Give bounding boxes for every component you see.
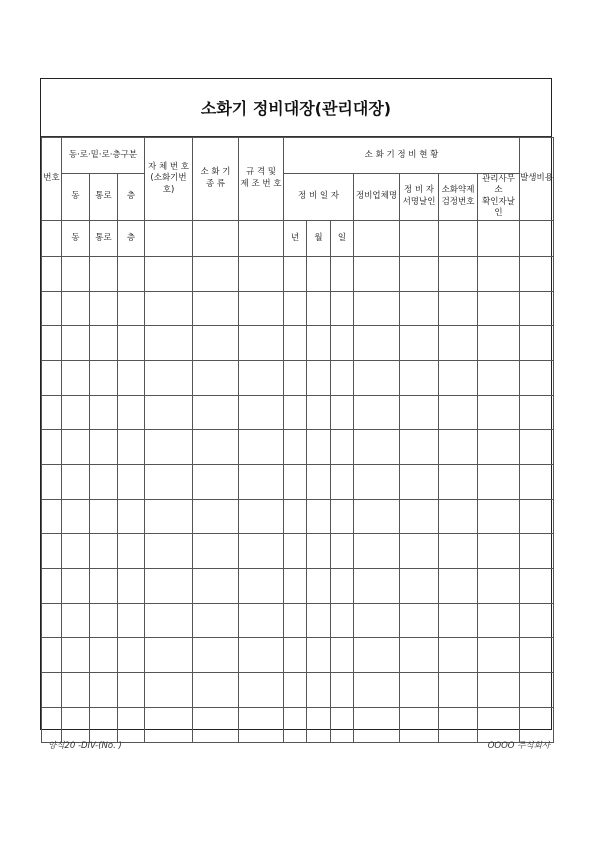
table-cell[interactable] (478, 534, 520, 569)
table-cell[interactable] (354, 499, 400, 534)
header-maintainer (400, 174, 439, 221)
table-cell[interactable] (239, 326, 284, 361)
header-self-number-line2: (소화기번호) (150, 173, 187, 195)
table-cell[interactable] (145, 569, 193, 604)
table-cell[interactable] (62, 326, 90, 361)
header-location-group: 동·로·밑·로·층구분 (62, 138, 145, 174)
table-cell[interactable] (284, 326, 307, 361)
table-cell[interactable] (42, 673, 62, 708)
table-cell[interactable] (193, 707, 239, 742)
table-cell[interactable] (307, 673, 331, 708)
table-cell[interactable] (400, 326, 439, 361)
table-cell[interactable] (118, 534, 145, 569)
table-cell[interactable] (193, 291, 239, 326)
table-cell[interactable] (307, 291, 331, 326)
header-self-number-line1: 자 체 번 호 (148, 161, 189, 172)
header-maint-date: 정 비 일 자 (284, 174, 354, 221)
table-cell[interactable] (354, 326, 400, 361)
table-cell[interactable] (520, 326, 554, 361)
table-cell[interactable] (400, 430, 439, 465)
table-cell[interactable] (145, 430, 193, 465)
table-cell[interactable] (42, 499, 62, 534)
table-cell[interactable] (90, 673, 118, 708)
table-cell[interactable] (145, 360, 193, 395)
table-cell[interactable] (118, 291, 145, 326)
header-maint-company: 정비업체명 (354, 174, 400, 221)
table-cell[interactable] (307, 638, 331, 673)
table-cell[interactable] (193, 430, 239, 465)
table-cell[interactable] (478, 326, 520, 361)
table-cell[interactable] (331, 569, 354, 604)
table-cell[interactable] (90, 499, 118, 534)
subrow-dong: 동 (62, 220, 90, 256)
table-cell[interactable] (90, 603, 118, 638)
table-cell[interactable] (331, 603, 354, 638)
table-cell[interactable] (354, 430, 400, 465)
table-row (42, 534, 554, 569)
subrow-road: 통로 (90, 220, 118, 256)
subrow-cell[interactable] (478, 220, 520, 256)
header-type (193, 138, 239, 221)
table-cell[interactable] (62, 360, 90, 395)
table-cell[interactable] (331, 465, 354, 500)
header-office-line1: 관리사무소 (482, 174, 515, 196)
table-cell[interactable] (62, 395, 90, 430)
table-row (42, 256, 554, 291)
table-cell[interactable] (331, 499, 354, 534)
table-cell[interactable] (284, 291, 307, 326)
table-cell[interactable] (239, 569, 284, 604)
table-cell[interactable] (439, 256, 478, 291)
table-cell[interactable] (118, 673, 145, 708)
table-cell[interactable] (520, 707, 554, 742)
subrow-cell[interactable] (239, 220, 284, 256)
table-cell[interactable] (520, 638, 554, 673)
table-cell[interactable] (284, 430, 307, 465)
table-cell[interactable] (284, 395, 307, 430)
table-cell[interactable] (193, 638, 239, 673)
subrow-floor: 층 (118, 220, 145, 256)
subrow-cell[interactable] (193, 220, 239, 256)
header-spec (239, 138, 284, 221)
table-cell[interactable] (520, 569, 554, 604)
header-road: 통로 (90, 174, 118, 221)
data-rows (42, 256, 554, 742)
table-cell[interactable] (62, 569, 90, 604)
table-cell[interactable] (62, 534, 90, 569)
table-cell[interactable] (62, 499, 90, 534)
header-maintainer-line2: 서명날인 (402, 196, 436, 207)
table-cell[interactable] (354, 638, 400, 673)
table-cell[interactable] (118, 326, 145, 361)
table-cell[interactable] (284, 256, 307, 291)
ledger-form (40, 78, 552, 730)
table-cell[interactable] (439, 360, 478, 395)
table-cell[interactable] (62, 291, 90, 326)
table-cell[interactable] (62, 707, 90, 742)
table-cell[interactable] (145, 534, 193, 569)
table-cell[interactable] (439, 395, 478, 430)
ledger-table (41, 137, 554, 743)
table-cell[interactable] (284, 499, 307, 534)
table-cell[interactable] (331, 638, 354, 673)
table-cell[interactable] (42, 256, 62, 291)
table-cell[interactable] (478, 499, 520, 534)
subrow-day: 일 (331, 220, 354, 256)
table-cell[interactable] (193, 569, 239, 604)
table-cell[interactable] (193, 534, 239, 569)
table-cell[interactable] (307, 465, 331, 500)
subrow-cell[interactable] (400, 220, 439, 256)
subrow-cell[interactable] (439, 220, 478, 256)
table-cell[interactable] (284, 638, 307, 673)
header-type-line1: 소 화 기 (200, 167, 231, 178)
table-row (42, 360, 554, 395)
table-cell[interactable] (400, 534, 439, 569)
table-cell[interactable] (42, 534, 62, 569)
table-cell[interactable] (307, 499, 331, 534)
table-cell[interactable] (307, 430, 331, 465)
table-cell[interactable] (400, 569, 439, 604)
table-cell[interactable] (118, 395, 145, 430)
table-cell[interactable] (354, 673, 400, 708)
table-cell[interactable] (118, 465, 145, 500)
table-cell[interactable] (284, 465, 307, 500)
table-cell[interactable] (520, 603, 554, 638)
table-cell[interactable] (62, 256, 90, 291)
table-row (42, 499, 554, 534)
table-cell[interactable] (42, 360, 62, 395)
table-cell[interactable] (118, 569, 145, 604)
header-office (478, 174, 520, 221)
table-cell[interactable] (90, 707, 118, 742)
table-cell[interactable] (331, 256, 354, 291)
subrow-month: 월 (307, 220, 331, 256)
table-cell[interactable] (331, 360, 354, 395)
header-issue: 발생비용 (520, 138, 554, 221)
table-cell[interactable] (239, 499, 284, 534)
table-cell[interactable] (239, 256, 284, 291)
table-cell[interactable] (118, 603, 145, 638)
table-cell[interactable] (307, 569, 331, 604)
company-name: OOOO 주식회사 (487, 741, 550, 751)
table-cell[interactable] (331, 326, 354, 361)
table-cell[interactable] (145, 499, 193, 534)
table-row (42, 465, 554, 500)
table-cell[interactable] (90, 256, 118, 291)
table-row (42, 569, 554, 604)
table-cell[interactable] (400, 465, 439, 500)
table-cell[interactable] (307, 534, 331, 569)
table-cell[interactable] (307, 603, 331, 638)
table-cell[interactable] (62, 430, 90, 465)
table-cell[interactable] (478, 430, 520, 465)
table-cell[interactable] (400, 603, 439, 638)
table-cell[interactable] (90, 534, 118, 569)
table-cell[interactable] (331, 395, 354, 430)
table-cell[interactable] (118, 638, 145, 673)
table-cell[interactable] (193, 673, 239, 708)
header-number: 번호 (42, 138, 62, 221)
table-cell[interactable] (354, 603, 400, 638)
header-agent-line1: 소화약제 (441, 185, 475, 196)
table-cell[interactable] (42, 465, 62, 500)
header-office-line2: 확인자날인 (482, 196, 515, 219)
table-cell[interactable] (400, 673, 439, 708)
header-agent-line2: 검정번호 (441, 196, 475, 207)
table-cell[interactable] (42, 430, 62, 465)
table-cell[interactable] (520, 499, 554, 534)
table-cell[interactable] (42, 395, 62, 430)
table-cell[interactable] (520, 256, 554, 291)
table-cell[interactable] (331, 430, 354, 465)
header-spec-line2: 제 조 번 호 (240, 178, 282, 189)
table-cell[interactable] (478, 291, 520, 326)
table-cell[interactable] (239, 430, 284, 465)
table-cell[interactable] (307, 395, 331, 430)
table-cell[interactable] (118, 256, 145, 291)
table-row (42, 430, 554, 465)
table-cell[interactable] (439, 673, 478, 708)
table-cell[interactable] (400, 360, 439, 395)
table-cell[interactable] (520, 395, 554, 430)
table-cell[interactable] (118, 707, 145, 742)
header-dong: 동 (62, 174, 90, 221)
table-cell[interactable] (478, 465, 520, 500)
table-cell[interactable] (354, 569, 400, 604)
table-cell[interactable] (439, 499, 478, 534)
table-cell[interactable] (90, 465, 118, 500)
table-cell[interactable] (400, 638, 439, 673)
table-cell[interactable] (439, 569, 478, 604)
table-cell[interactable] (193, 603, 239, 638)
table-cell[interactable] (439, 465, 478, 500)
table-cell[interactable] (307, 326, 331, 361)
table-cell[interactable] (331, 534, 354, 569)
subrow-cell[interactable] (520, 220, 554, 256)
table-cell[interactable] (239, 707, 284, 742)
page-title: 소화기 정비대장(관리대장) (41, 79, 551, 137)
table-cell[interactable] (307, 360, 331, 395)
table-cell[interactable] (354, 707, 400, 742)
table-row (42, 395, 554, 430)
table-cell[interactable] (42, 603, 62, 638)
table-cell[interactable] (354, 256, 400, 291)
table-cell[interactable] (478, 395, 520, 430)
table-cell[interactable] (354, 360, 400, 395)
table-cell[interactable] (400, 395, 439, 430)
table-cell[interactable] (520, 430, 554, 465)
table-cell[interactable] (400, 291, 439, 326)
table-cell[interactable] (239, 534, 284, 569)
form-number: 양식20 -DIV-(No. ) (48, 741, 122, 751)
table-cell[interactable] (90, 326, 118, 361)
table-cell[interactable] (193, 360, 239, 395)
table-cell[interactable] (239, 673, 284, 708)
table-cell[interactable] (439, 603, 478, 638)
table-cell[interactable] (331, 291, 354, 326)
table-cell[interactable] (239, 603, 284, 638)
table-cell[interactable] (478, 603, 520, 638)
table-cell[interactable] (42, 707, 62, 742)
table-cell[interactable] (62, 673, 90, 708)
header-maintainer-line1: 정 비 자 (403, 185, 435, 196)
table-cell[interactable] (439, 291, 478, 326)
table-row (42, 707, 554, 742)
table-cell[interactable] (239, 395, 284, 430)
table-cell[interactable] (439, 638, 478, 673)
subrow-cell[interactable] (354, 220, 400, 256)
table-cell[interactable] (145, 326, 193, 361)
table-row (42, 638, 554, 673)
table-cell[interactable] (520, 534, 554, 569)
table-cell[interactable] (62, 465, 90, 500)
table-cell[interactable] (42, 569, 62, 604)
table-cell[interactable] (90, 291, 118, 326)
table-cell[interactable] (145, 395, 193, 430)
subrow-blank[interactable] (42, 220, 62, 256)
table-cell[interactable] (331, 707, 354, 742)
header-type-line2: 종 류 (205, 178, 226, 189)
table-cell[interactable] (193, 465, 239, 500)
table-cell[interactable] (354, 534, 400, 569)
table-cell[interactable] (520, 291, 554, 326)
header-status-group: 소 화 기 정 비 현 황 (284, 138, 520, 174)
table-cell[interactable] (118, 430, 145, 465)
table-cell[interactable] (284, 673, 307, 708)
table-cell[interactable] (439, 326, 478, 361)
table-cell[interactable] (90, 638, 118, 673)
table-cell[interactable] (478, 360, 520, 395)
table-cell[interactable] (331, 673, 354, 708)
table-cell[interactable] (90, 569, 118, 604)
table-row (42, 673, 554, 708)
table-cell[interactable] (62, 603, 90, 638)
table-cell[interactable] (307, 256, 331, 291)
table-cell[interactable] (145, 603, 193, 638)
table-cell[interactable] (145, 465, 193, 500)
header-spec-line1: 규 격 및 (245, 167, 277, 178)
table-cell[interactable] (284, 707, 307, 742)
table-row (42, 291, 554, 326)
table-cell[interactable] (239, 360, 284, 395)
table-cell[interactable] (439, 534, 478, 569)
table-cell[interactable] (193, 499, 239, 534)
subrow-year: 년 (284, 220, 307, 256)
header-floor: 층 (118, 174, 145, 221)
table-cell[interactable] (118, 499, 145, 534)
table-cell[interactable] (145, 638, 193, 673)
table-cell[interactable] (145, 673, 193, 708)
table-cell[interactable] (354, 291, 400, 326)
table-row (42, 326, 554, 361)
table-cell[interactable] (520, 673, 554, 708)
table-cell[interactable] (478, 707, 520, 742)
table-cell[interactable] (42, 326, 62, 361)
table-cell[interactable] (145, 256, 193, 291)
table-cell[interactable] (478, 638, 520, 673)
table-cell[interactable] (145, 291, 193, 326)
table-cell[interactable] (284, 534, 307, 569)
header-self-number (145, 138, 193, 221)
table-cell[interactable] (239, 638, 284, 673)
header-agent (439, 174, 478, 221)
table-cell[interactable] (62, 638, 90, 673)
table-cell[interactable] (42, 291, 62, 326)
table-cell[interactable] (354, 465, 400, 500)
table-cell[interactable] (118, 360, 145, 395)
table-cell[interactable] (354, 395, 400, 430)
table-cell[interactable] (439, 707, 478, 742)
table-cell[interactable] (520, 360, 554, 395)
table-cell[interactable] (193, 256, 239, 291)
table-cell[interactable] (145, 707, 193, 742)
table-cell[interactable] (400, 499, 439, 534)
table-cell[interactable] (478, 569, 520, 604)
table-cell[interactable] (478, 673, 520, 708)
table-cell[interactable] (400, 256, 439, 291)
table-cell[interactable] (478, 256, 520, 291)
table-row (42, 603, 554, 638)
table-cell[interactable] (42, 638, 62, 673)
table-cell[interactable] (90, 430, 118, 465)
table-cell[interactable] (284, 569, 307, 604)
subrow-cell[interactable] (145, 220, 193, 256)
table-cell[interactable] (193, 395, 239, 430)
table-cell[interactable] (400, 707, 439, 742)
table-cell[interactable] (520, 465, 554, 500)
table-cell[interactable] (90, 360, 118, 395)
table-cell[interactable] (193, 326, 239, 361)
table-cell[interactable] (239, 465, 284, 500)
table-cell[interactable] (90, 395, 118, 430)
table-cell[interactable] (284, 603, 307, 638)
table-cell[interactable] (239, 291, 284, 326)
table-cell[interactable] (439, 430, 478, 465)
table-cell[interactable] (307, 707, 331, 742)
table-cell[interactable] (284, 360, 307, 395)
